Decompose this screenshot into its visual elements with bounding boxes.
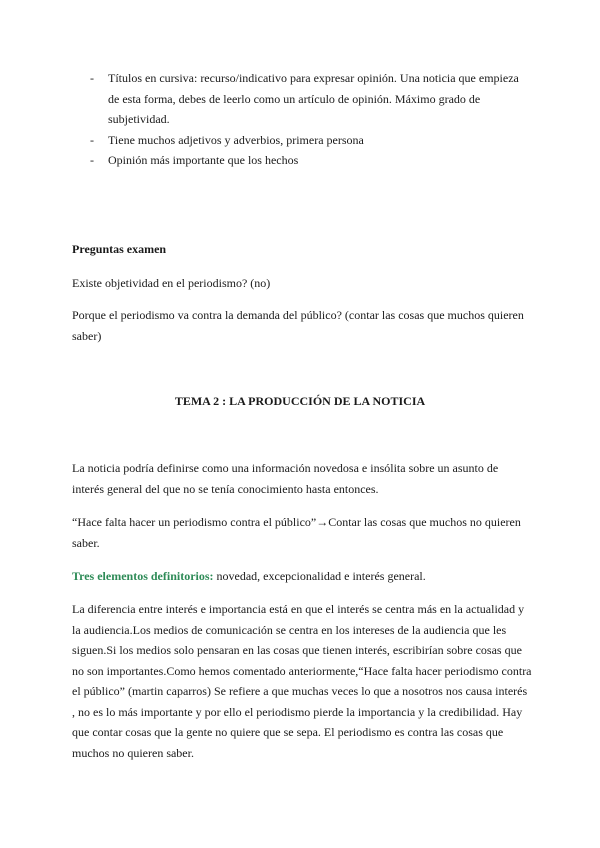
bullet-text: Títulos en cursiva: recurso/indicativo para expresar opinión. Una noticia que empieza de esta forma, debes de leerlo como un artículo de opinión. Máximo grado de subjetividad. — [108, 71, 519, 126]
bullet-text: Opinión más importante que los hechos — [108, 153, 299, 167]
quote-paragraph: “Hace falta hacer un periodismo contra el público”→Contar las cosas que muchos no quieren saber. — [72, 515, 521, 550]
bullet-item — [72, 130, 532, 151]
bullet-list — [72, 68, 532, 171]
elements-paragraph — [72, 566, 532, 587]
elements-text: novedad, excepcionalidad e interés general. — [213, 569, 426, 583]
exam-question-2: Porque el periodismo va contra la demanda del público? (contar las cosas que muchos quieren saber) — [72, 308, 524, 343]
exam-heading: Preguntas examen — [72, 242, 167, 256]
topic-title: TEMA 2 : LA PRODUCCIÓN DE LA NOTICIA — [174, 394, 426, 408]
bullet-dash: - — [90, 132, 94, 147]
difference-paragraph: La diferencia entre interés e importancia está en que el interés se centra más en la actualidad y la audiencia.Los medios de comunicación se centra en los intereses de la audiencia que les siguen.Si los medios solo pensaran en las cosas que tienen interés, escribirían sobre cosas que no son importantes.Como hemos comentado anteriormente,“Hace falta hacer periodismo contra el público” (martin caparros) Se refiere a que muchas veces lo que a nosotros nos causa interés , no es lo más importante y por ello el periodismo pierde la importancia y la credibilidad. Hay que contar cosas que la gente no quiere que se sepa. El periodismo es contra las cosas que muchos no quieren saber. — [72, 602, 532, 760]
bullet-text: Tiene muchos adjetivos y adverbios, primera persona — [108, 132, 364, 147]
bullet-dash: - — [90, 71, 94, 85]
elements-label: Tres elementos definitorios: — [72, 569, 214, 583]
definition-paragraph: La noticia podría definirse como una información novedosa e insólita sobre un asunto de interés general del que no se tenía conocimiento hasta entonces. — [72, 461, 499, 496]
bullet-dash: - — [90, 153, 94, 167]
exam-question-1: Existe objetividad en el periodismo? (no) — [72, 276, 271, 290]
bullet-item — [72, 68, 532, 130]
bullet-item — [72, 150, 532, 171]
